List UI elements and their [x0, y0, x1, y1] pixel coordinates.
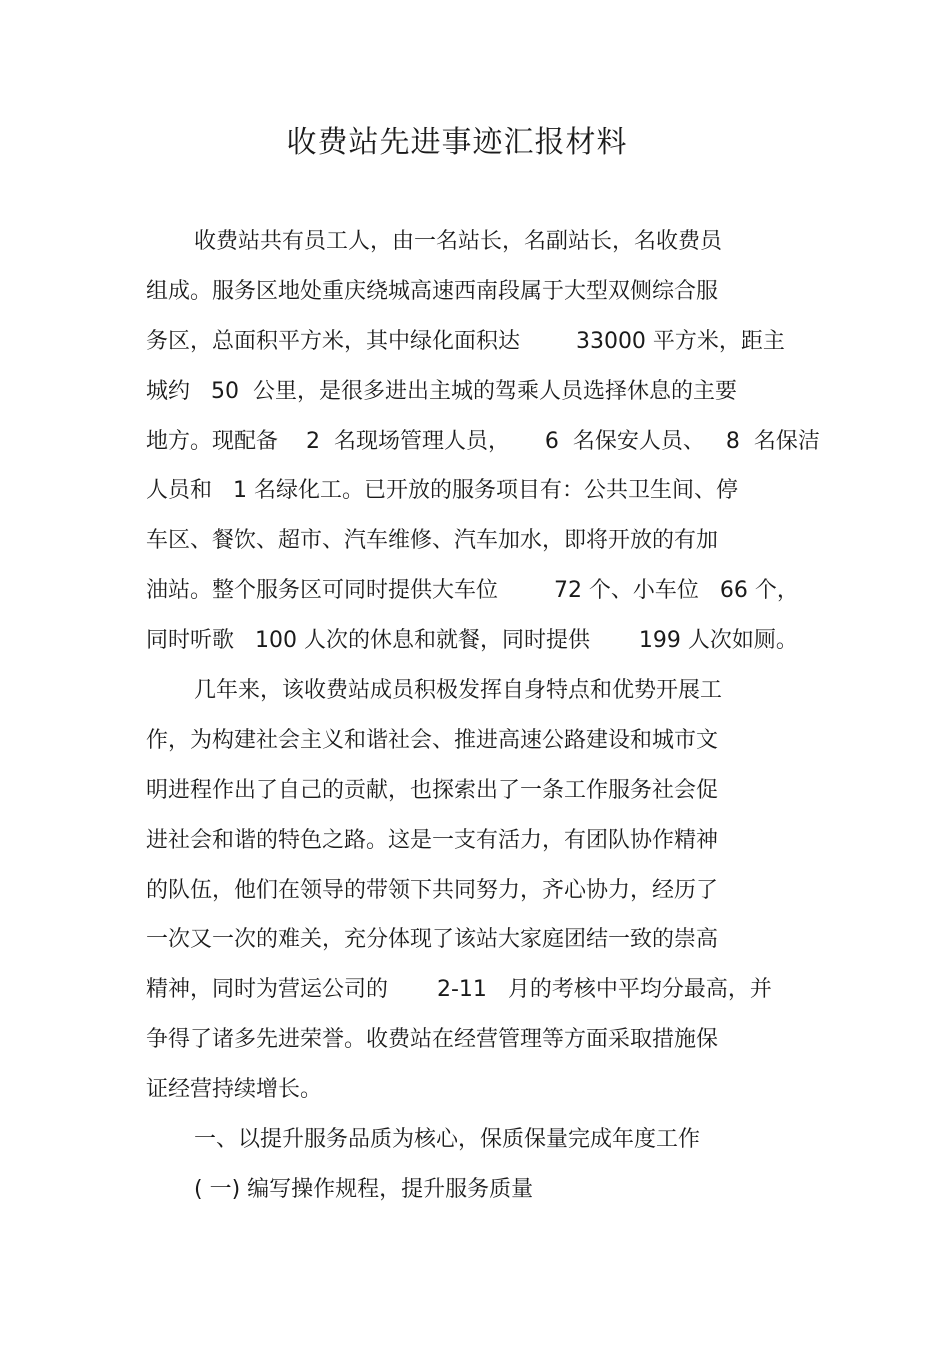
subsection-heading: ( 一) 编写操作规程，提升服务质量 — [194, 1176, 534, 1202]
body-line: 收费站共有员工人，由一名站长，名副站长，名收费员 — [194, 229, 723, 254]
body-line: 证经营持续增长。 — [146, 1077, 323, 1103]
body-line: 几年来，该收费站成员积极发挥自身特点和优势开展工 — [194, 678, 723, 704]
document-body — [146, 217, 866, 1215]
body-line: 人员和 1 名绿化工。已开放的服务项目有：公共卫生间、停 — [146, 478, 738, 504]
section-heading: 一、以提升服务品质为核心，保质保量完成年度工作 — [194, 1127, 701, 1153]
body-line: 地方。现配备 2 名现场管理人员， 6 名保安人员、 8 名保洁 — [146, 428, 820, 454]
body-line: 油站。整个服务区可同时提供大车位 72 个、小车位 66 个， — [146, 578, 799, 604]
body-line: 争得了诸多先进荣誉。收费站在经营管理等方面采取措施保 — [146, 1027, 719, 1053]
body-line: 精神，同时为营运公司的 2-11 月的考核中平均分最高，并 — [146, 977, 772, 1003]
body-line: 务区，总面积平方米，其中绿化面积达 33000 平方米，距主 — [146, 328, 785, 354]
body-line: 的队伍，他们在领导的带领下共同努力，齐心协力，经历了 — [146, 877, 719, 903]
body-line: 作，为构建社会主义和谐社会、推进高速公路建设和城市文 — [146, 727, 719, 753]
body-line: 一次又一次的难关，充分体现了该站大家庭团结一致的崇高 — [146, 927, 719, 953]
body-line: 同时听歌 100 人次的休息和就餐，同时提供 199 人次如厕。 — [146, 628, 798, 654]
body-line: 明进程作出了自己的贡献，也探索出了一条工作服务社会促 — [146, 777, 719, 803]
body-line: 组成。服务区地处重庆绕城高速西南段属于大型双侧综合服 — [146, 278, 719, 304]
document-title: 收费站先进事迹汇报材料 — [286, 125, 628, 160]
body-line: 车区、餐饮、超市、汽车维修、汽车加水，即将开放的有加 — [146, 528, 719, 554]
body-line: 进社会和谐的特色之路。这是一支有活力，有团队协作精神 — [146, 827, 719, 853]
body-line: 城约 50 公里，是很多进出主城的驾乘人员选择休息的主要 — [146, 378, 737, 404]
